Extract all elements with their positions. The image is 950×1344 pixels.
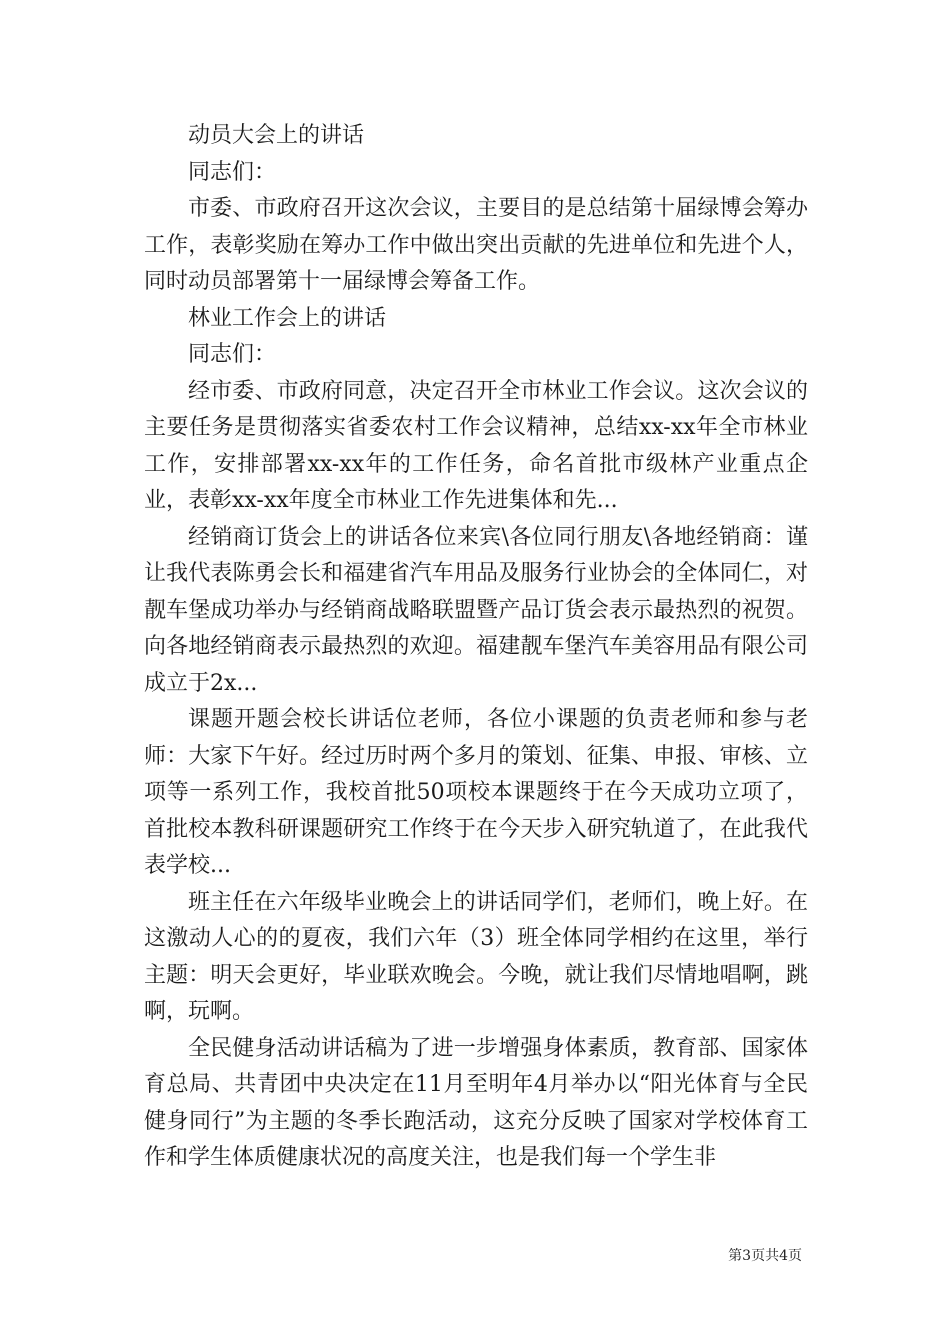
paragraph: 经销商订货会上的讲话各位来宾\各位同行朋友\各地经销商：谨让我代表陈勇会长和福建省汽车用品及服务行业协会的全体同仁，对靓车堡成功举办与经销商战略联盟暨产品订货会表示最热烈的祝贺。向各地经销商表示最热烈的欢迎。福建靓车堡汽车美容用品有限公司成立于2x... <box>144 524 808 696</box>
heading-forestry-speech: 林业工作会上的讲话 <box>188 305 387 331</box>
document-body <box>144 118 808 1177</box>
paragraph: 经市委、市政府同意，决定召开全市林业工作会议。这次会议的主要任务是贯彻落实省委农村工作会议精神，总结xx-xx年全市林业工作，安排部署xx-xx年的工作任务，命名首批市级林产业重点企业，表彰xx-xx年度全市林业工作先进集体和先... <box>144 378 808 513</box>
paragraph: 课题开题会校长讲话位老师，各位小课题的负责老师和参与老师：大家下午好。经过历时两个多月的策划、征集、申报、审核、立项等一系列工作，我校首批50项校本课题终于在今天成功立项了，首批校本教科研课题研究工作终于在今天步入研究轨道了，在此我代表学校... <box>144 707 808 878</box>
heading-mobilization-speech: 动员大会上的讲话 <box>188 123 365 148</box>
paragraph: 全民健身活动讲话稿为了进一步增强身体素质，教育部、国家体育总局、共青团中央决定在11月至明年4月举办以“阳光体育与全民健身同行”为主题的冬季长跑活动，这充分反映了国家对学校体育工作和学生体质健康状况的高度关注，也是我们每一个学生非 <box>144 1035 808 1170</box>
page-number: 第3页共4页 <box>728 1248 802 1264</box>
salutation: 同志们： <box>188 159 277 185</box>
paragraph: 市委、市政府召开这次会议，主要目的是总结第十届绿博会筹办工作，表彰奖励在筹办工作中做出突出贡献的先进单位和先进个人，同时动员部署第十一届绿博会筹备工作。 <box>144 196 808 294</box>
paragraph: 班主任在六年级毕业晚会上的讲话同学们，老师们，晚上好。在这激动人心的的夏夜，我们六年（3）班全体同学相约在这里，举行主题：明天会更好，毕业联欢晚会。今晚，就让我们尽情地唱啊，跳啊，玩啊。 <box>144 889 808 1024</box>
salutation: 同志们： <box>188 342 277 367</box>
